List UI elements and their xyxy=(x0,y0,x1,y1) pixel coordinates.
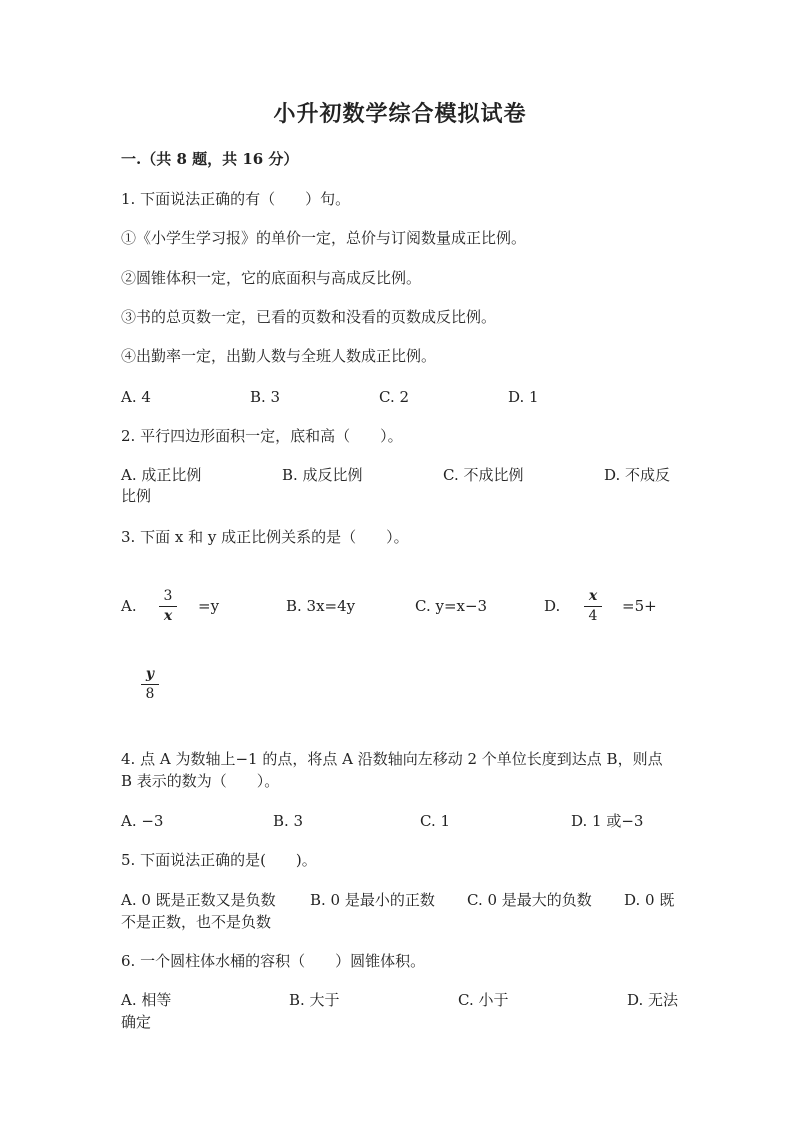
q4-option-a[interactable]: A. −3 xyxy=(121,812,164,830)
q1-stem: 1. 下面说法正确的有（ ）句。 xyxy=(121,190,351,208)
q6-option-b[interactable]: B. 大于 xyxy=(289,991,340,1009)
q6-option-a[interactable]: A. 相等 xyxy=(121,991,172,1009)
q6-option-c[interactable]: C. 小于 xyxy=(458,991,509,1009)
section-heading: 一.（共 8 题，共 16 分） xyxy=(121,150,299,168)
q1-statement-2: ②圆锥体积一定，它的底面积与高成反比例。 xyxy=(121,269,422,287)
fraction-numerator: 3 xyxy=(163,588,173,604)
q3-option-a-fraction xyxy=(155,588,181,625)
q3-option-d-label[interactable]: D. xyxy=(544,597,561,615)
q5-option-c[interactable]: C. 0 是最大的负数 xyxy=(467,891,592,909)
q3-option-d-rest: =5+ xyxy=(622,597,657,615)
q1-option-a[interactable]: A. 4 xyxy=(121,388,151,406)
q5-option-b[interactable]: B. 0 是最小的正数 xyxy=(310,891,435,909)
fraction-bar xyxy=(159,606,177,607)
q1-option-d[interactable]: D. 1 xyxy=(508,388,539,406)
q3-option-c[interactable]: C. y=x−3 xyxy=(415,597,488,615)
q5-stem: 5. 下面说法正确的是( )。 xyxy=(121,851,317,869)
q6-option-d-wrap: 确定 xyxy=(121,1013,152,1031)
q2-option-a[interactable]: A. 成正比例 xyxy=(121,466,202,484)
q2-stem: 2. 平行四边形面积一定，底和高（ ）。 xyxy=(121,427,403,445)
q1-statement-3: ③书的总页数一定，已看的页数和没看的页数成反比例。 xyxy=(121,308,497,326)
q2-option-b[interactable]: B. 成反比例 xyxy=(282,466,363,484)
q1-option-c[interactable]: C. 2 xyxy=(379,388,410,406)
q1-statement-1: ①《小学生学习报》的单价一定，总价与订阅数量成正比例。 xyxy=(121,229,527,247)
fraction-numerator: y xyxy=(145,666,155,682)
q5-option-d-wrap: 不是正数，也不是负数 xyxy=(121,913,272,931)
q5-option-a[interactable]: A. 0 既是正数又是负数 xyxy=(121,891,276,909)
fraction-denominator: x xyxy=(163,608,173,624)
q6-option-d[interactable]: D. 无法 xyxy=(627,991,679,1009)
q3-option-d-fraction-2 xyxy=(137,666,163,703)
q3-stem: 3. 下面 x 和 y 成正比例关系的是（ ）。 xyxy=(121,528,409,546)
q4-stem-line-2: B 表示的数为（ ）。 xyxy=(121,772,280,790)
page-title: 小升初数学综合模拟试卷 xyxy=(273,101,527,127)
q1-statement-4: ④出勤率一定，出勤人数与全班人数成正比例。 xyxy=(121,347,437,365)
q2-option-d[interactable]: D. 不成反 xyxy=(604,466,671,484)
fraction-numerator: x xyxy=(588,588,598,604)
q4-option-b[interactable]: B. 3 xyxy=(273,812,304,830)
fraction-bar xyxy=(141,684,159,685)
q2-option-c[interactable]: C. 不成比例 xyxy=(443,466,524,484)
q6-stem: 6. 一个圆柱体水桶的容积（ ）圆锥体积。 xyxy=(121,952,426,970)
q3-option-d-fraction-1 xyxy=(580,588,606,625)
q3-option-a-rest: =y xyxy=(198,597,220,615)
q4-option-c[interactable]: C. 1 xyxy=(420,812,451,830)
fraction-denominator: 4 xyxy=(588,608,598,624)
fraction-bar xyxy=(584,606,602,607)
q3-option-b[interactable]: B. 3x=4y xyxy=(286,597,356,615)
fraction-denominator: 8 xyxy=(145,686,155,702)
q1-option-b[interactable]: B. 3 xyxy=(250,388,281,406)
q3-option-a-label[interactable]: A. xyxy=(121,597,137,615)
q2-option-d-wrap: 比例 xyxy=(121,487,152,505)
q4-option-d[interactable]: D. 1 或−3 xyxy=(571,812,644,830)
q5-option-d[interactable]: D. 0 既 xyxy=(624,891,675,909)
q4-stem-line-1: 4. 点 A 为数轴上−1 的点，将点 A 沿数轴向左移动 2 个单位长度到达点 B，则点 xyxy=(121,750,663,768)
